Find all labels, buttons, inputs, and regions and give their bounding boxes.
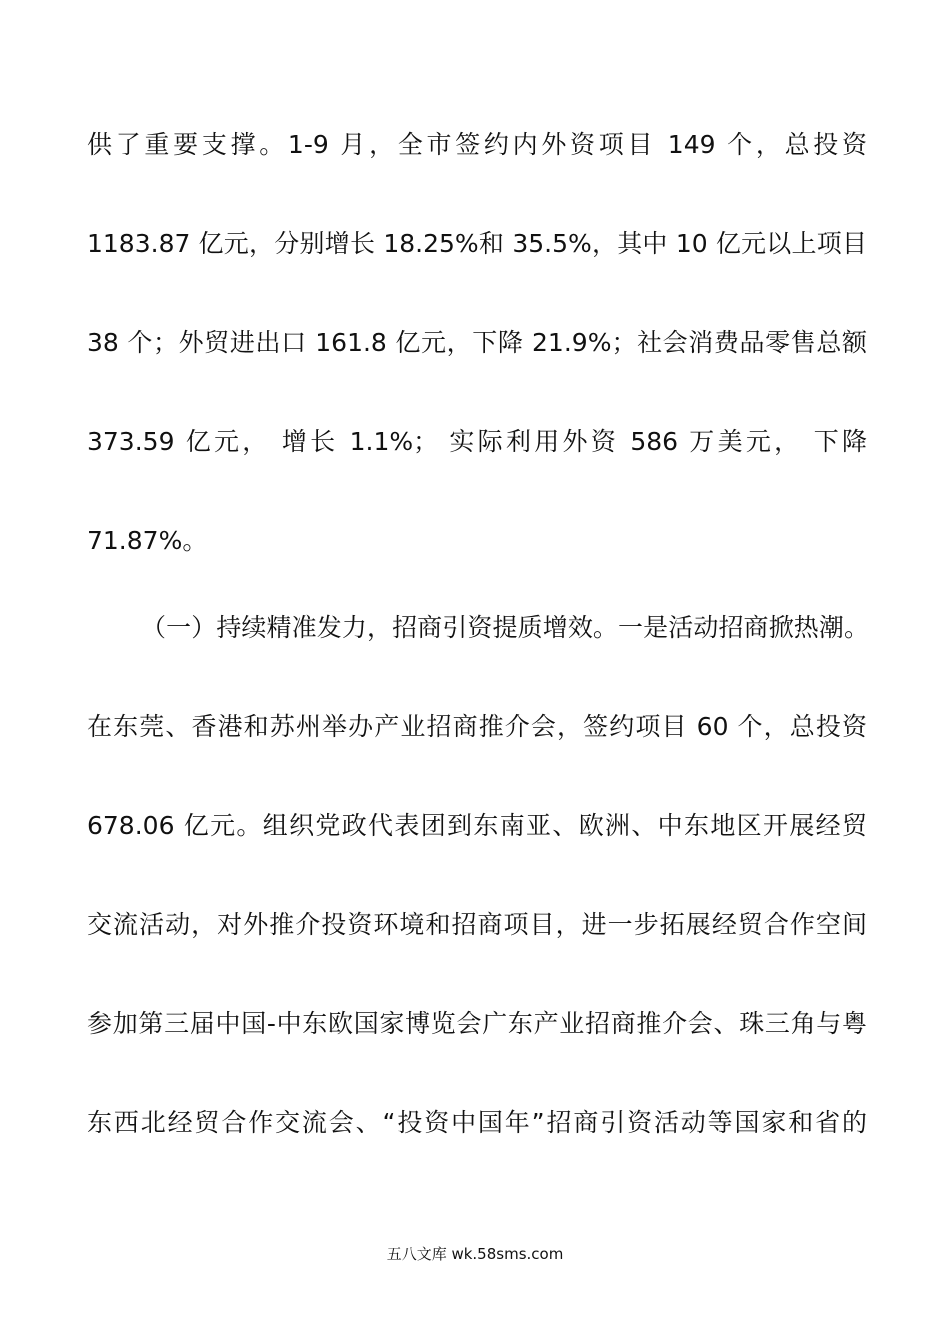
text-line-11: 东西北经贸合作交流会、“投资中国年”招商引资活动等国家和省的 (87, 1108, 867, 1137)
footer-watermark: 五八文库 wk.58sms.com (386, 1245, 564, 1263)
text-line-7: 在东莞、香港和苏州举办产业招商推介会，签约项目 60 个，总投资 (87, 712, 867, 741)
text-line-4: 373.59 亿元， 增长 1.1%； 实际利用外资 586 万美元， 下降 (87, 427, 867, 456)
text-line-1: 供了重要支撑。1-9 月，全市签约内外资项目 149 个，总投资 (87, 130, 867, 159)
text-line-9: 交流活动，对外推介投资环境和招商项目，进一步拓展经贸合作空间 (87, 910, 867, 939)
text-line-5: 71.87%。 (87, 526, 208, 555)
text-line-8: 678.06 亿元。组织党政代表团到东南亚、欧洲、中东地区开展经贸 (87, 811, 867, 840)
text-line-3: 38 个；外贸进出口 161.8 亿元，下降 21.9%；社会消费品零售总额 (87, 328, 867, 357)
text-line-2: 1183.87 亿元，分别增长 18.25%和 35.5%，其中 10 亿元以上项目 (87, 229, 867, 258)
section-heading-line: （一）持续精准发力，招商引资提质增效。一是活动招商掀热潮。 (141, 613, 869, 642)
text-line-10: 参加第三届中国-中东欧国家博览会广东产业招商推介会、珠三角与粤 (87, 1009, 867, 1038)
